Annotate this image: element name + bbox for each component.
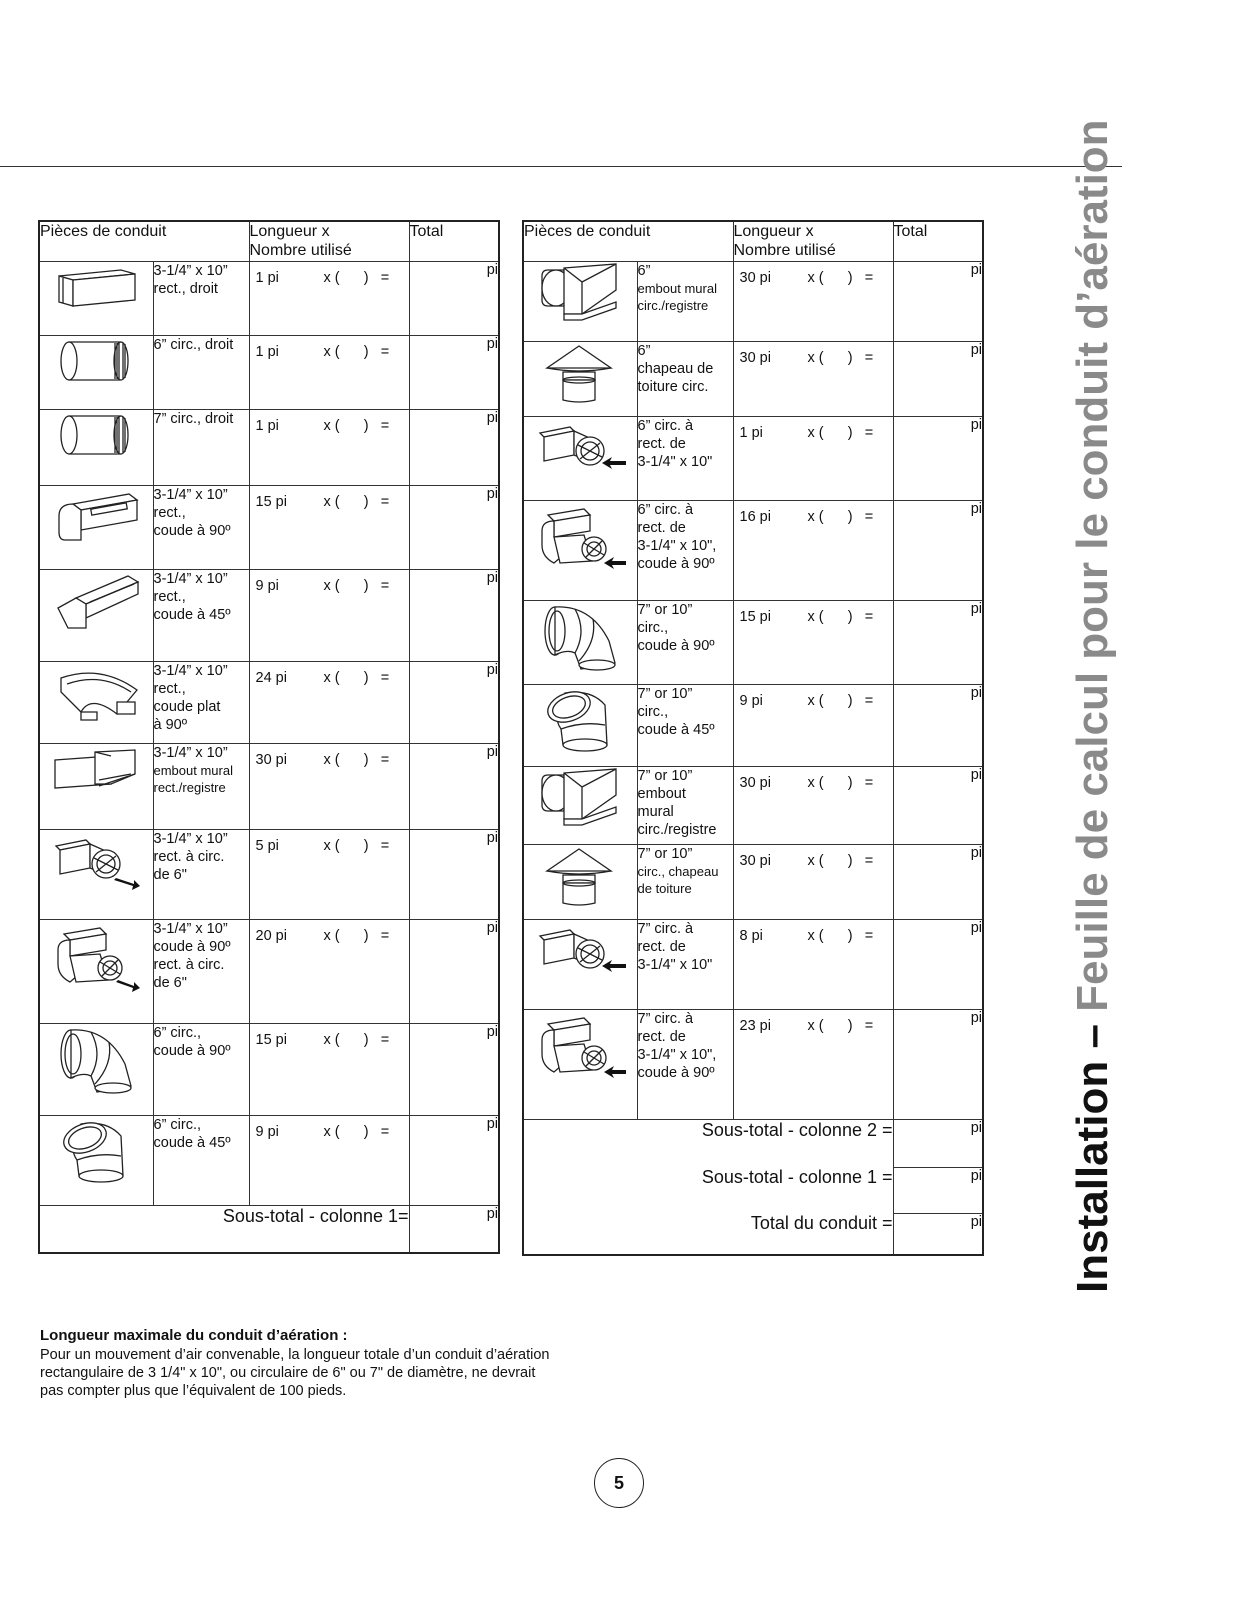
piece-description: 7” or 10” circ., coude à 45º [637, 684, 733, 766]
pieces-header: Pièces de conduit [39, 221, 249, 261]
quantity-field[interactable]: x ( ) = [323, 669, 390, 686]
quantity-field[interactable]: x ( ) = [323, 837, 390, 854]
round-straight-duct-icon [39, 409, 153, 485]
equivalent-length: 30 pi [739, 349, 771, 366]
length-cell[interactable] [249, 261, 409, 335]
equivalent-length: 20 pi [255, 927, 287, 944]
roof-cap-icon [523, 341, 637, 416]
note-title: Longueur maximale du conduit d’aération : [40, 1327, 348, 1344]
quantity-field[interactable]: x ( ) = [807, 852, 874, 869]
piece-description: 7” circ. à rect. de 3-1/4" x 10", coude à 90º [637, 1009, 733, 1119]
equivalent-length: 5 pi [255, 837, 279, 854]
pieces-header: Pièces de conduit [523, 221, 733, 261]
quantity-field[interactable]: x ( ) = [807, 692, 874, 709]
length-cell[interactable] [249, 335, 409, 409]
quantity-field[interactable]: x ( ) = [807, 269, 874, 286]
equivalent-length: 1 pi [739, 424, 763, 441]
note-body: Pour un mouvement d’air convenable, la longueur totale d’un conduit d’aération rectangulaire de 3 1/4" x 10", ou circulaire de 6" ou 7" de diamètre, ne devrait pas compter plus que l’équivalent de 100 pieds. [40, 1347, 550, 1399]
piece-description: 3-1/4” x 10” rect., droit [153, 261, 249, 335]
length-cell[interactable] [249, 829, 409, 919]
rect-elbow-90-icon [39, 485, 153, 569]
equivalent-length: 30 pi [739, 269, 771, 286]
quantity-field[interactable]: x ( ) = [807, 774, 874, 791]
piece-description: 7” or 10” circ., chapeau de toiture [637, 844, 733, 919]
table-row [39, 743, 499, 829]
duct-table-column-1 [38, 220, 500, 1254]
duct-total-label: Total du conduit = [750, 1213, 893, 1233]
equivalent-length: 16 pi [739, 508, 771, 525]
table-row [39, 1023, 499, 1115]
subtotal-col2-label: Sous-total - colonne 2 = [523, 1119, 893, 1167]
piece-description: 7” circ. à rect. de 3-1/4" x 10" [637, 919, 733, 1009]
rect-flat-elbow-icon [39, 661, 153, 743]
piece-description: 3-1/4” x 10” rect. à circ. de 6" [153, 829, 249, 919]
max-length-note [40, 1327, 640, 1400]
table-row [523, 416, 983, 500]
page-number: 5 [594, 1458, 644, 1508]
rect-elbow-45-icon [39, 569, 153, 661]
round-elbow-90-icon [39, 1023, 153, 1115]
round-to-rect-elbow-icon [523, 1009, 637, 1119]
length-cell[interactable] [249, 1115, 409, 1205]
row-total-field[interactable]: pi [893, 919, 983, 1009]
quantity-field[interactable]: x ( ) = [807, 927, 874, 944]
length-cell[interactable] [733, 500, 893, 600]
equivalent-length: 15 pi [255, 493, 287, 510]
table-row [39, 661, 499, 743]
length-cell[interactable] [733, 684, 893, 766]
page-title [1068, 119, 1118, 1293]
title-main: Installation – [1068, 1011, 1117, 1293]
top-rule [0, 166, 1122, 167]
piece-description: 7” or 10” circ., coude à 90º [637, 600, 733, 684]
equivalent-length: 24 pi [255, 669, 287, 686]
quantity-field[interactable]: x ( ) = [323, 417, 390, 434]
quantity-field[interactable]: x ( ) = [323, 927, 390, 944]
row-total-field[interactable]: pi [893, 341, 983, 416]
equivalent-length: 1 pi [255, 269, 279, 286]
quantity-field[interactable]: x ( ) = [807, 508, 874, 525]
table-row [523, 919, 983, 1009]
length-cell[interactable] [733, 844, 893, 919]
quantity-field[interactable]: x ( ) = [323, 269, 390, 286]
table-row [523, 600, 983, 684]
length-cell[interactable] [249, 661, 409, 743]
table-row [39, 485, 499, 569]
round-elbow-45-icon [523, 684, 637, 766]
row-total-field[interactable]: pi [409, 1023, 499, 1115]
table-row [523, 341, 983, 416]
length-cell[interactable] [249, 409, 409, 485]
round-to-rect-transition-icon [523, 919, 637, 1009]
length-cell[interactable] [733, 766, 893, 844]
row-total-field[interactable]: pi [893, 500, 983, 600]
quantity-field[interactable]: x ( ) = [323, 1123, 390, 1140]
subtotal-col2-field[interactable]: pi [893, 1119, 983, 1167]
piece-description: 3-1/4” x 10” rect., coude plat à 90º [153, 661, 249, 743]
length-header: Longueur x Nombre utilisé [249, 221, 409, 261]
rect-straight-duct-icon [39, 261, 153, 335]
equivalent-length: 9 pi [255, 1123, 279, 1140]
length-cell[interactable] [249, 919, 409, 1023]
length-cell[interactable] [733, 416, 893, 500]
equivalent-length: 1 pi [255, 343, 279, 360]
row-total-field[interactable]: pi [893, 1009, 983, 1119]
equivalent-length: 9 pi [739, 692, 763, 709]
equivalent-length: 8 pi [739, 927, 763, 944]
duct-table-column-2 [522, 220, 984, 1256]
equivalent-length: 15 pi [739, 608, 771, 625]
table-row [39, 409, 499, 485]
subtotal-col1-label: Sous-total - colonne 1= [39, 1205, 409, 1253]
equivalent-length: 15 pi [255, 1031, 287, 1048]
quantity-field[interactable]: x ( ) = [807, 1017, 874, 1034]
length-cell[interactable] [733, 919, 893, 1009]
quantity-field[interactable]: x ( ) = [323, 493, 390, 510]
subtotal-col1-carry-field[interactable]: pi [893, 1167, 983, 1213]
table-row [523, 1009, 983, 1119]
length-cell[interactable] [249, 743, 409, 829]
piece-description: 3-1/4” x 10” embout mural rect./registre [153, 743, 249, 829]
table-row [523, 684, 983, 766]
piece-description: 6” embout mural circ./registre [637, 261, 733, 341]
round-straight-duct-icon [39, 335, 153, 409]
roof-cap-icon [523, 844, 637, 919]
equivalent-length: 30 pi [739, 852, 771, 869]
round-wall-cap-icon [523, 766, 637, 844]
length-cell[interactable] [249, 485, 409, 569]
title-accent: Feuille de calcul pour le conduit d’aération [1068, 119, 1117, 1012]
equivalent-length: 1 pi [255, 417, 279, 434]
piece-description: 7” or 10” embout mural circ./registre [637, 766, 733, 844]
row-total-field[interactable]: pi [409, 919, 499, 1023]
table-row [39, 919, 499, 1023]
table-row [523, 844, 983, 919]
row-total-field[interactable]: pi [409, 1115, 499, 1205]
equivalent-length: 30 pi [255, 751, 287, 768]
rect-to-round-transition-icon [39, 829, 153, 919]
length-cell[interactable] [249, 1023, 409, 1115]
piece-description: 6” circ., coude à 90º [153, 1023, 249, 1115]
quantity-field[interactable]: x ( ) = [323, 343, 390, 360]
length-cell[interactable] [733, 1009, 893, 1119]
quantity-field[interactable]: x ( ) = [323, 1031, 390, 1048]
subtotal-col1-field[interactable]: pi [409, 1205, 499, 1253]
round-wall-cap-icon [523, 261, 637, 341]
round-to-rect-elbow-icon [523, 500, 637, 600]
quantity-field[interactable]: x ( ) = [323, 751, 390, 768]
round-to-rect-transition-icon [523, 416, 637, 500]
table-row [523, 261, 983, 341]
row-total-field[interactable]: pi [409, 409, 499, 485]
table-row [39, 1115, 499, 1205]
length-cell[interactable] [733, 261, 893, 341]
quantity-field[interactable]: x ( ) = [323, 577, 390, 594]
piece-description: 3-1/4” x 10” rect., coude à 45º [153, 569, 249, 661]
rect-wall-cap-icon [39, 743, 153, 829]
table-row [39, 829, 499, 919]
equivalent-length: 9 pi [255, 577, 279, 594]
table-row [39, 569, 499, 661]
quantity-field[interactable]: x ( ) = [807, 424, 874, 441]
subtotal-col1-carry-label: Sous-total - colonne 1 = [701, 1167, 893, 1187]
piece-description: 6” circ. à rect. de 3-1/4" x 10", coude à 90º [637, 500, 733, 600]
row-total-field[interactable]: pi [893, 600, 983, 684]
row-total-field[interactable]: pi [409, 485, 499, 569]
table-row [39, 335, 499, 409]
piece-description: 7” circ., droit [153, 409, 249, 485]
row-total-field[interactable]: pi [409, 661, 499, 743]
quantity-field[interactable]: x ( ) = [807, 608, 874, 625]
duct-total-field[interactable]: pi [893, 1213, 983, 1255]
length-header: Longueur x Nombre utilisé [733, 221, 893, 261]
length-cell[interactable] [249, 569, 409, 661]
row-total-field[interactable]: pi [893, 684, 983, 766]
equivalent-length: 30 pi [739, 774, 771, 791]
piece-description: 6” chapeau de toiture circ. [637, 341, 733, 416]
row-total-field[interactable]: pi [409, 829, 499, 919]
row-total-field[interactable]: pi [409, 743, 499, 829]
length-cell[interactable] [733, 600, 893, 684]
round-elbow-45-icon [39, 1115, 153, 1205]
piece-description: 3-1/4” x 10” rect., coude à 90º [153, 485, 249, 569]
row-total-field[interactable]: pi [893, 261, 983, 341]
total-header: Total [409, 221, 499, 261]
row-total-field[interactable]: pi [409, 569, 499, 661]
piece-description: 6” circ. à rect. de 3-1/4" x 10" [637, 416, 733, 500]
row-total-field[interactable]: pi [893, 416, 983, 500]
equivalent-length: 23 pi [739, 1017, 771, 1034]
table-row [523, 766, 983, 844]
row-total-field[interactable]: pi [893, 766, 983, 844]
length-cell[interactable] [733, 341, 893, 416]
piece-description: 6” circ., droit [153, 335, 249, 409]
row-total-field[interactable]: pi [409, 261, 499, 335]
quantity-field[interactable]: x ( ) = [807, 349, 874, 366]
row-total-field[interactable]: pi [893, 844, 983, 919]
round-elbow-90-icon [523, 600, 637, 684]
table-row [523, 500, 983, 600]
total-header: Total [893, 221, 983, 261]
piece-description: 3-1/4” x 10” coude à 90º rect. à circ. de 6" [153, 919, 249, 1023]
piece-description: 6” circ., coude à 45º [153, 1115, 249, 1205]
row-total-field[interactable]: pi [409, 335, 499, 409]
rect-to-round-elbow-icon [39, 919, 153, 1023]
table-row [39, 261, 499, 335]
